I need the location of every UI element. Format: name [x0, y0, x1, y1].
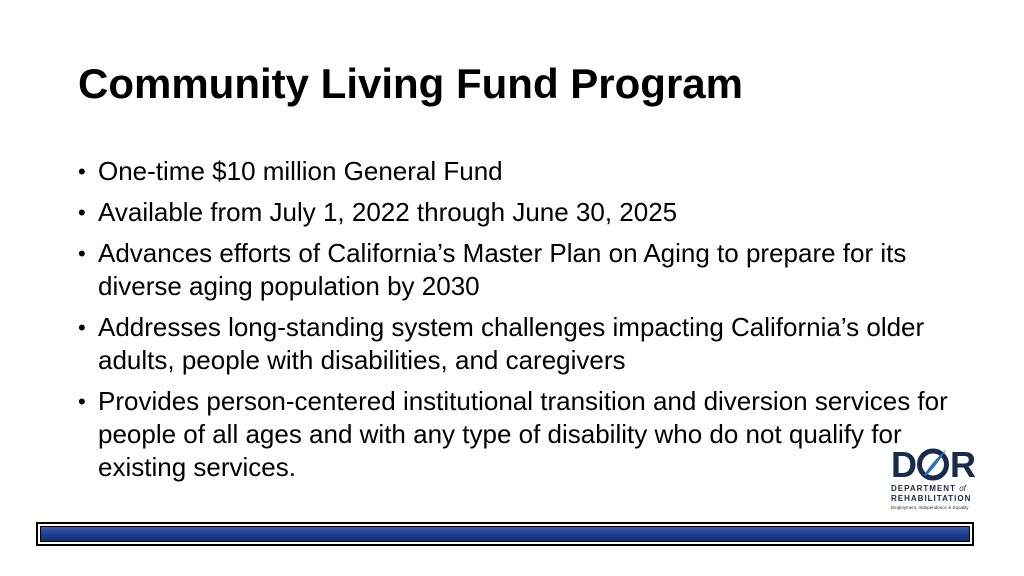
bullet-text: Addresses long-standing system challenges impacting California’s older adults, people with disabilities, and caregivers [98, 312, 925, 375]
slide-title: Community Living Fund Program [78, 60, 744, 107]
bullet-item [78, 196, 958, 229]
bullet-text: Provides person-centered institutional transition and diversion services for people of all ages and with any type of disability who do not qualify for existing services. [98, 386, 948, 482]
bullet-icon: • [78, 200, 86, 225]
bullet-item [78, 385, 958, 484]
footer-bar [36, 522, 974, 546]
bullet-icon: • [78, 241, 86, 266]
bullet-item [78, 155, 958, 188]
bullet-text: Available from July 1, 2022 through June 30, 2025 [98, 197, 678, 227]
logo-letter-d: D [891, 444, 917, 484]
bullet-text: Advances efforts of California’s Master Plan on Aging to prepare for its diverse aging population by 2030 [98, 238, 907, 301]
bullet-icon: • [78, 159, 86, 184]
logo-tagline: Employment, Independence & Equality [891, 505, 969, 510]
footer-bar-fill [40, 526, 970, 542]
bullet-text: One-time $10 million General Fund [98, 156, 503, 186]
dor-logo-mark-icon [890, 444, 976, 484]
logo-department-text: DEPARTMENT of [891, 484, 966, 493]
logo-letter-r: R [950, 444, 976, 484]
dor-logo [890, 444, 976, 516]
bullet-icon: • [78, 389, 86, 414]
bullet-icon: • [78, 315, 86, 340]
bullet-item [78, 237, 958, 303]
bullet-list [78, 155, 958, 492]
bullet-item [78, 311, 958, 377]
logo-rehabilitation-text: REHABILITATION [891, 494, 972, 503]
